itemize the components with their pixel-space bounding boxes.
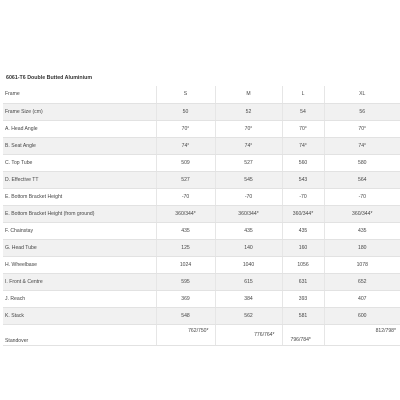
table-row [3,205,400,222]
table-cell: 600 [324,307,400,324]
table-title: 6061-T6 Double Butted Aluminium [6,75,93,81]
table-cell: 50 [156,103,215,120]
row-label: F. Chainstay [3,222,156,239]
row-label: G. Head Tube [3,239,156,256]
table-cell: 543 [282,171,324,188]
table-row [3,154,400,171]
header-cell: Frame [3,86,156,103]
header-cell: M [215,86,282,103]
header-cell: S [156,86,215,103]
geometry-sheet [0,70,400,344]
table-row-standover [3,324,400,345]
table-cell: 360/344* [156,205,215,222]
table-cell: 160 [282,239,324,256]
row-label: E. Bottom Bracket Height (from ground) [3,205,156,222]
table-cell: 615 [215,273,282,290]
table-cell: 360/344* [282,205,324,222]
row-label: H. Wheelbase [3,256,156,273]
table-cell: 74° [324,137,400,154]
table-cell: 631 [282,273,324,290]
table-cell: 595 [156,273,215,290]
table-cell: 140 [215,239,282,256]
row-label: J. Reach [3,290,156,307]
table-cell: 1078 [324,256,400,273]
table-cell: 369 [156,290,215,307]
table-cell: 548 [156,307,215,324]
table-row [3,290,400,307]
header-cell: L [282,86,324,103]
table-cell: 580 [324,154,400,171]
row-label: K. Stack [3,307,156,324]
row-label: D. Effective TT [3,171,156,188]
table-cell: 527 [215,154,282,171]
table-row [3,137,400,154]
table-header-row [3,86,400,103]
table-cell: 435 [324,222,400,239]
row-label: B. Seat Angle [3,137,156,154]
table-row [3,307,400,324]
row-label: Frame Size (cm) [3,103,156,120]
table-row [3,273,400,290]
row-label: Standover [3,324,156,345]
table-cell: 74° [215,137,282,154]
table-cell: 1024 [156,256,215,273]
table-row [3,256,400,273]
geometry-table [3,86,400,346]
table-cell: 360/344* [215,205,282,222]
table-cell: 70° [282,120,324,137]
table-cell: 384 [215,290,282,307]
table-cell: -70 [282,188,324,205]
row-label: E. Bottom Bracket Height [3,188,156,205]
table-cell: 652 [324,273,400,290]
table-cell: 70° [156,120,215,137]
table-cell: 125 [156,239,215,256]
table-cell: 560 [282,154,324,171]
table-cell: 70° [324,120,400,137]
table-cell: 435 [156,222,215,239]
table-row [3,239,400,256]
table-cell: -70 [324,188,400,205]
table-cell: -70 [156,188,215,205]
table-cell: 1040 [215,256,282,273]
table-row [3,120,400,137]
row-label: C. Top Tube [3,154,156,171]
table-cell: 776/764* [215,324,282,345]
table-cell: 56 [324,103,400,120]
table-cell: 180 [324,239,400,256]
table-cell: 581 [282,307,324,324]
table-row [3,171,400,188]
table-cell: 52 [215,103,282,120]
table-cell: 54 [282,103,324,120]
header-cell: XL [324,86,400,103]
table-cell: 527 [156,171,215,188]
table-cell: 74° [282,137,324,154]
row-label: I. Front & Centre [3,273,156,290]
table-cell: 509 [156,154,215,171]
table-cell: -70 [215,188,282,205]
table-cell: 762/750* [156,324,215,345]
table-cell: 435 [282,222,324,239]
table-cell: 564 [324,171,400,188]
table-row [3,222,400,239]
table-cell: 407 [324,290,400,307]
table-cell: 360/344* [324,205,400,222]
table-cell: 545 [215,171,282,188]
table-cell: 393 [282,290,324,307]
table-cell: 1056 [282,256,324,273]
row-label: A. Head Angle [3,120,156,137]
table-cell: 812/798* [324,324,400,345]
table-cell: 435 [215,222,282,239]
table-row [3,188,400,205]
table-row [3,103,400,120]
table-cell: 562 [215,307,282,324]
table-cell: 74° [156,137,215,154]
table-cell: 70° [215,120,282,137]
table-cell: 796/784* [282,324,324,345]
